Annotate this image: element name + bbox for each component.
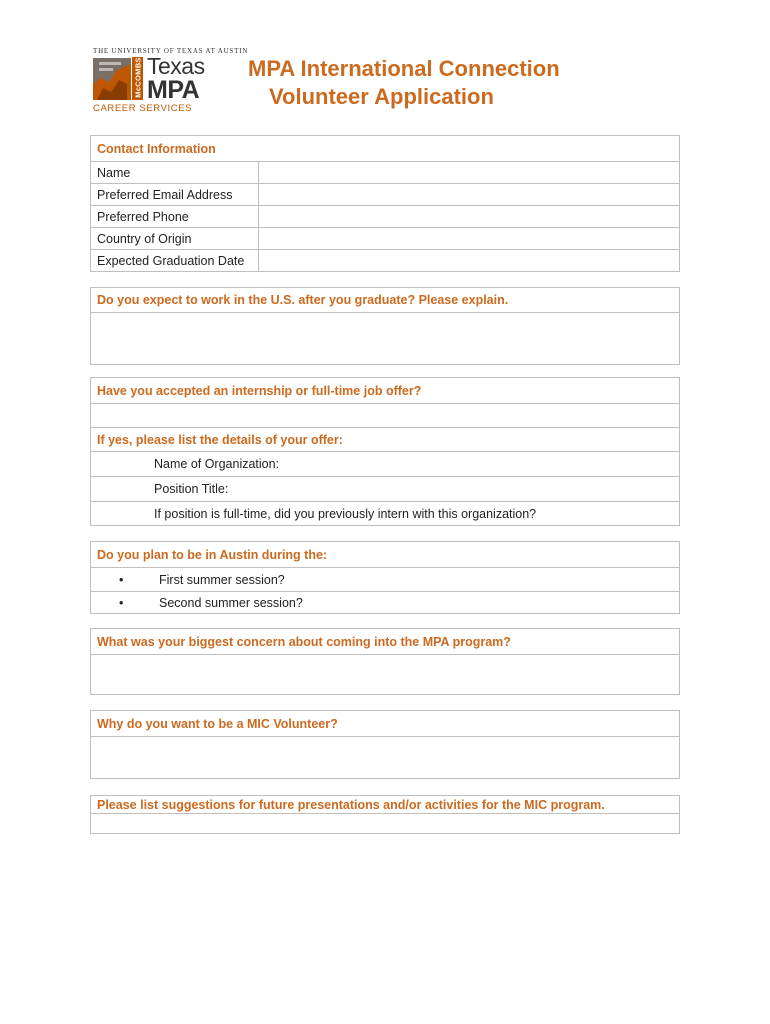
position-title-label: Position Title: bbox=[154, 482, 229, 496]
organization-name-label: Name of Organization: bbox=[154, 457, 280, 471]
bullet-icon: • bbox=[119, 595, 124, 610]
concern-table bbox=[90, 628, 680, 695]
field-label-email: Preferred Email Address bbox=[97, 187, 233, 202]
offer-table bbox=[90, 377, 680, 526]
why-volunteer-question: Why do you want to be a MIC Volunteer? bbox=[97, 716, 338, 731]
suggestions-question: Please list suggestions for future presentations and/or activities for the MIC program. bbox=[97, 797, 605, 812]
logo-texas: Texas bbox=[147, 53, 205, 79]
contact-table bbox=[90, 135, 680, 272]
offer-question: Have you accepted an internship or full-time job offer? bbox=[97, 383, 422, 398]
previous-intern-label: If position is full-time, did you previously intern with this organization? bbox=[154, 506, 537, 521]
university-line: THE UNIVERSITY OF TEXAS AT AUSTIN bbox=[93, 47, 249, 55]
offer-details-header: If yes, please list the details of your offer: bbox=[97, 432, 343, 447]
why-volunteer-answer-field[interactable] bbox=[91, 736, 679, 778]
contact-header: Contact Information bbox=[97, 141, 216, 156]
suggestions-answer-field[interactable] bbox=[91, 813, 679, 833]
why-volunteer-table bbox=[90, 710, 680, 779]
austin-table bbox=[90, 541, 680, 614]
concern-question: What was your biggest concern about coming into the MPA program? bbox=[97, 634, 511, 649]
austin-question: Do you plan to be in Austin during the: bbox=[97, 547, 328, 562]
suggestions-table bbox=[90, 795, 680, 834]
field-label-graduation: Expected Graduation Date bbox=[97, 253, 245, 268]
first-summer-label: First summer session? bbox=[159, 572, 285, 587]
field-label-name: Name bbox=[97, 165, 131, 180]
second-summer-label: Second summer session? bbox=[159, 595, 303, 610]
page-subtitle: Volunteer Application bbox=[269, 84, 494, 109]
work-us-table bbox=[90, 287, 680, 365]
logo-mpa: MPA bbox=[147, 76, 200, 104]
offer-answer-field[interactable] bbox=[91, 403, 679, 427]
tower-logo-icon bbox=[93, 58, 131, 100]
career-services-label: CAREER SERVICES bbox=[93, 103, 193, 114]
mccombs-label: McCOMBS bbox=[132, 57, 143, 100]
work-us-answer-field[interactable] bbox=[91, 312, 679, 364]
concern-answer-field[interactable] bbox=[91, 654, 679, 694]
bullet-icon: • bbox=[119, 572, 124, 587]
field-label-phone: Preferred Phone bbox=[97, 209, 189, 224]
page-title: MPA International Connection bbox=[248, 56, 560, 81]
field-label-country: Country of Origin bbox=[97, 231, 192, 246]
work-us-question: Do you expect to work in the U.S. after you graduate? Please explain. bbox=[97, 293, 509, 307]
